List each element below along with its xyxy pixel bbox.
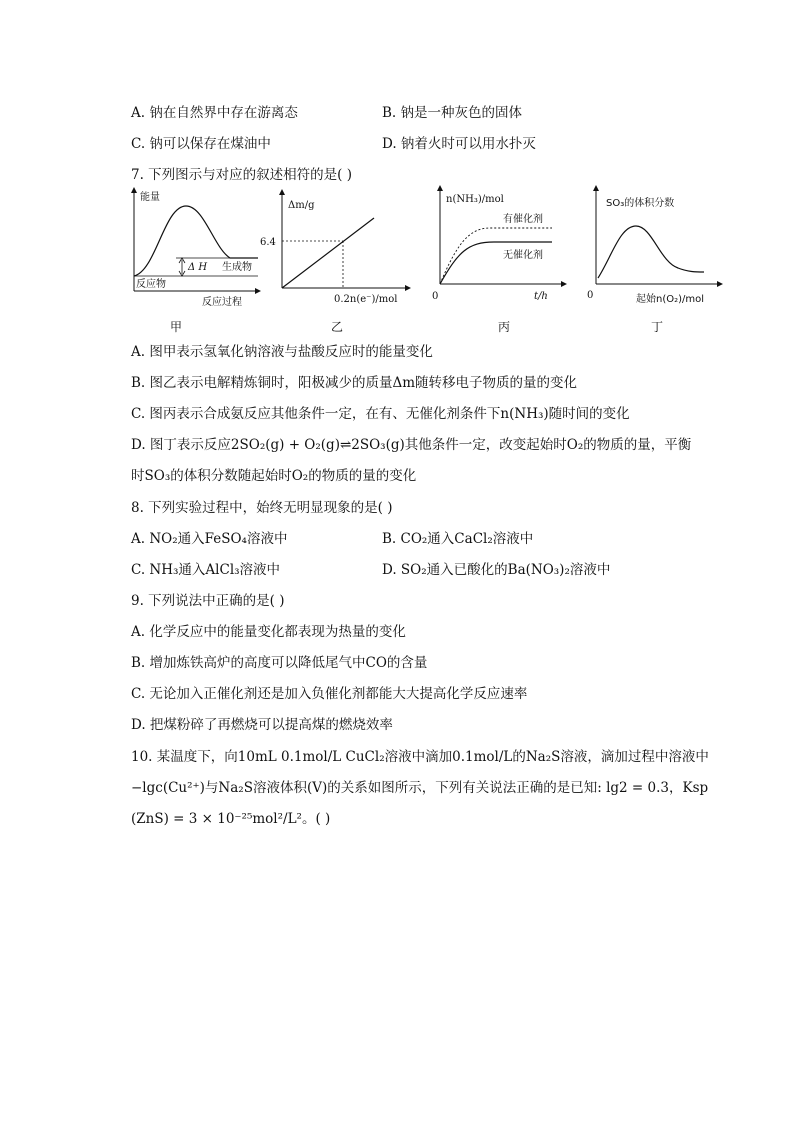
jia-product-label: 生成物 (222, 262, 252, 273)
q7-option-a: A. 图甲表示氢氧化钠溶液与盐酸反应时的能量变化 (131, 344, 433, 360)
bing-label-no-catalyst: 无催化剂 (503, 250, 543, 261)
caption-ding: 丁 (651, 320, 664, 334)
q8-stem: 8. 下列实验过程中，始终无明显现象的是( ) (131, 500, 393, 516)
ding-xlabel: 起始n(O₂)/mol (636, 294, 705, 305)
q7-option-d-line1: D. 图丁表示反应2SO₂(g) + O₂(g)⇌2SO₃(g)其他条件一定，改变起始时O₂的物质的量，平衡 (131, 437, 692, 453)
bing-origin: 0 (432, 291, 439, 302)
bing-ylabel: n(NH₃)/mol (446, 194, 504, 205)
figure-ding (586, 186, 726, 315)
q7-stem: 7. 下列图示与对应的叙述相符的是( ) (131, 167, 352, 183)
yi-line (282, 218, 374, 288)
jia-ylabel: 能量 (140, 192, 160, 203)
q7-option-d-line2: 时SO₃的体积分数随起始时O₂的物质的量的变化 (131, 468, 417, 484)
bing-xlabel: t/h (534, 291, 548, 302)
ding-origin: 0 (587, 290, 594, 301)
q9-option-a: A. 化学反应中的能量变化都表现为热量的变化 (131, 624, 406, 640)
bing-curve-no-catalyst (440, 242, 552, 284)
q8-option-d: D. SO₂通入已酸化的Ba(NO₃)₂溶液中 (382, 562, 611, 578)
yi-ylabel: Δm/g (288, 200, 315, 211)
ding-curve (598, 226, 704, 278)
q10-line3: (ZnS) = 3 × 10⁻²⁵mol²/L²。( ) (131, 811, 331, 827)
q9-option-c: C. 无论加入正催化剂还是加入负催化剂都能大大提高化学反应速率 (131, 686, 528, 702)
q6-option-a: A. 钠在自然界中存在游离态 (131, 105, 298, 121)
yi-ytick: 6.4 (260, 237, 276, 248)
caption-jia: 甲 (170, 320, 183, 334)
q7-option-b: B. 图乙表示电解精炼铜时，阳极减少的质量Δm随转移电子物质的量的变化 (131, 375, 578, 391)
q7-option-c: C. 图丙表示合成氨反应其他条件一定，在有、无催化剂条件下n(NH₃)随时间的变化 (131, 406, 630, 422)
q8-option-a: A. NO₂通入FeSO₄溶液中 (131, 531, 288, 547)
caption-bing: 丙 (498, 320, 511, 334)
jia-reactant-label: 反应物 (136, 279, 166, 290)
bing-label-catalyst: 有催化剂 (503, 214, 543, 225)
q10-line2: −lgc(Cu²⁺)与Na₂S溶液体积(V)的关系如图所示，下列有关说法正确的是已知: lg2 = 0.3，Ksp (131, 780, 709, 796)
q9-option-b: B. 增加炼铁高炉的高度可以降低尾气中CO的含量 (131, 655, 428, 671)
q6-option-c: C. 钠可以保存在煤油中 (131, 136, 271, 152)
figure-yi (262, 186, 412, 315)
q8-option-b: B. CO₂通入CaCl₂溶液中 (382, 531, 534, 547)
jia-dh-label: Δ H (188, 262, 208, 273)
q6-option-d: D. 钠着火时可以用水扑灭 (382, 136, 536, 152)
jia-xlabel: 反应过程 (202, 297, 242, 308)
figure-jia (126, 186, 266, 315)
q6-option-b: B. 钠是一种灰色的固体 (382, 105, 523, 121)
caption-yi: 乙 (331, 320, 344, 334)
q10-line1: 10. 某温度下，向10mL 0.1mol/L CuCl₂溶液中滴加0.1mol/L的Na₂S溶液，滴加过程中溶液中 (131, 749, 709, 765)
q8-option-c: C. NH₃通入AlCl₃溶液中 (131, 562, 281, 578)
q9-stem: 9. 下列说法中正确的是( ) (131, 593, 285, 609)
figure-bing (428, 186, 568, 315)
ding-ylabel: SO₃的体积分数 (606, 198, 675, 209)
q9-option-d: D. 把煤粉碎了再燃烧可以提高煤的燃烧效率 (131, 717, 393, 733)
yi-xtick: 0.2n(e⁻)/mol (334, 294, 398, 305)
